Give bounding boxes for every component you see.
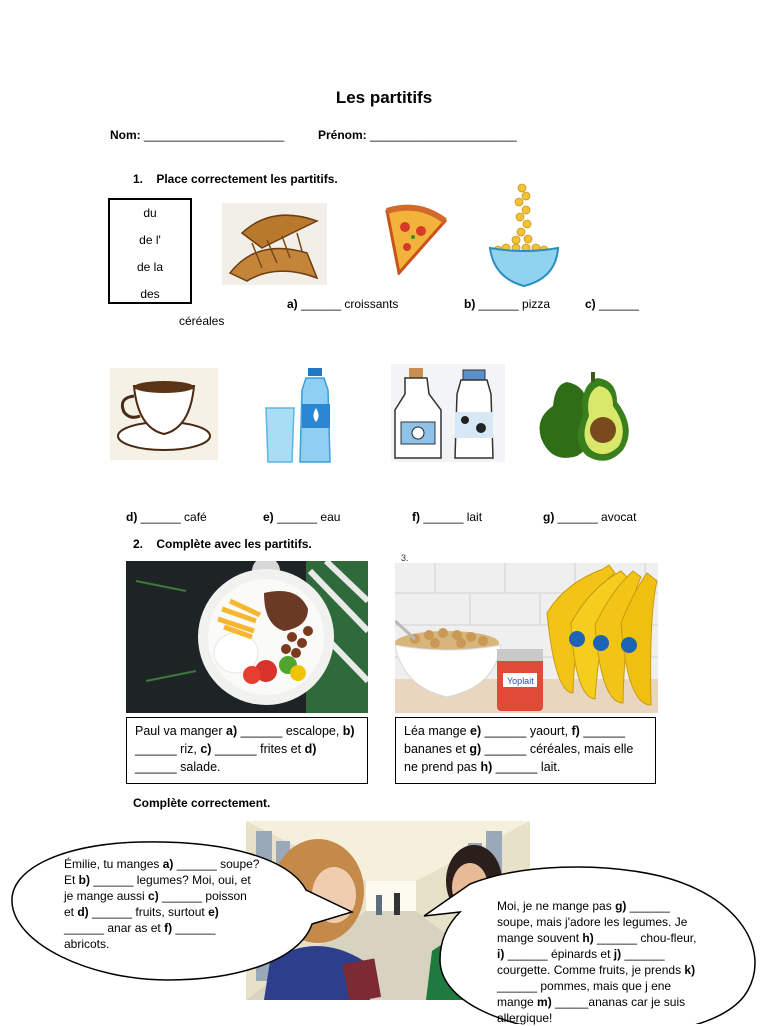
prenom-line [318,128,517,142]
section3-heading: Complète correctement. [133,796,271,810]
option-de-l: de l' [139,233,161,247]
bubble-right-text: Moi, je ne mange pas g) ______ soupe, mais j'adore les legumes. Je mange souvent h) ______ chou-fleur, i) ______ épinards et j) ______ courgette. Comme fruits, je prends k) ______ pommes, mais que j ene mange m) _____ananas car je suis allergique! [497,899,697,1025]
item-f: f) ______ lait [412,510,483,524]
avocado-image [537,372,637,466]
section3-marker: 3. [401,553,409,563]
section1-heading: 1. Place correctement les partitifs. [133,172,338,186]
lea-exercise-box: Léa mange e) ______ yaourt, f) ______ bananes et g) ______ céréales, mais elle ne prend pas h) ______ lait. [395,717,656,784]
option-des: des [140,287,160,301]
cereal-image [486,182,562,290]
nom-label: Nom: [110,128,144,142]
prenom-label: Prénom: [318,128,371,142]
coffee-image [110,368,218,460]
item-d: d) ______ café [126,510,207,524]
plate-photo [126,561,368,713]
item-a: a) ______ croissants [287,297,399,311]
prenom-blank: ______________________ [370,128,517,142]
water-image [262,368,338,464]
option-du: du [143,206,157,220]
item-b: b) ______ pizza [464,297,551,311]
name-line [110,128,284,142]
paul-exercise-box: Paul va manger a) ______ escalope, b) ______ riz, c) ______ frites et d) ______ salade. [126,717,368,784]
yoplait-text: Yoplait [507,676,534,686]
pizza-image [383,203,447,275]
page-title: Les partitifs [335,88,433,107]
item-c: c) ______ [585,297,640,311]
breakfast-photo [395,563,658,713]
item-e: e) ______ eau [263,510,341,524]
option-de-la: de la [136,260,164,274]
bubble-left-text: Émilie, tu manges a) ______ soupe? Et b) ______ legumes? Moi, oui, et je mange aussi c) ______ poisson et d) ______ fruits, surtout e) ______ anar as et f) ______ abricots. [64,857,260,951]
item-g: g) ______ avocat [543,510,637,524]
croissants-image [222,203,327,285]
partitif-options-box [108,198,192,304]
milk-image [391,364,505,462]
nom-blank: _____________________ [144,128,285,142]
item-c-word: céréales [179,314,225,328]
section2-heading: 2. Complète avec les partitifs. [133,537,312,551]
